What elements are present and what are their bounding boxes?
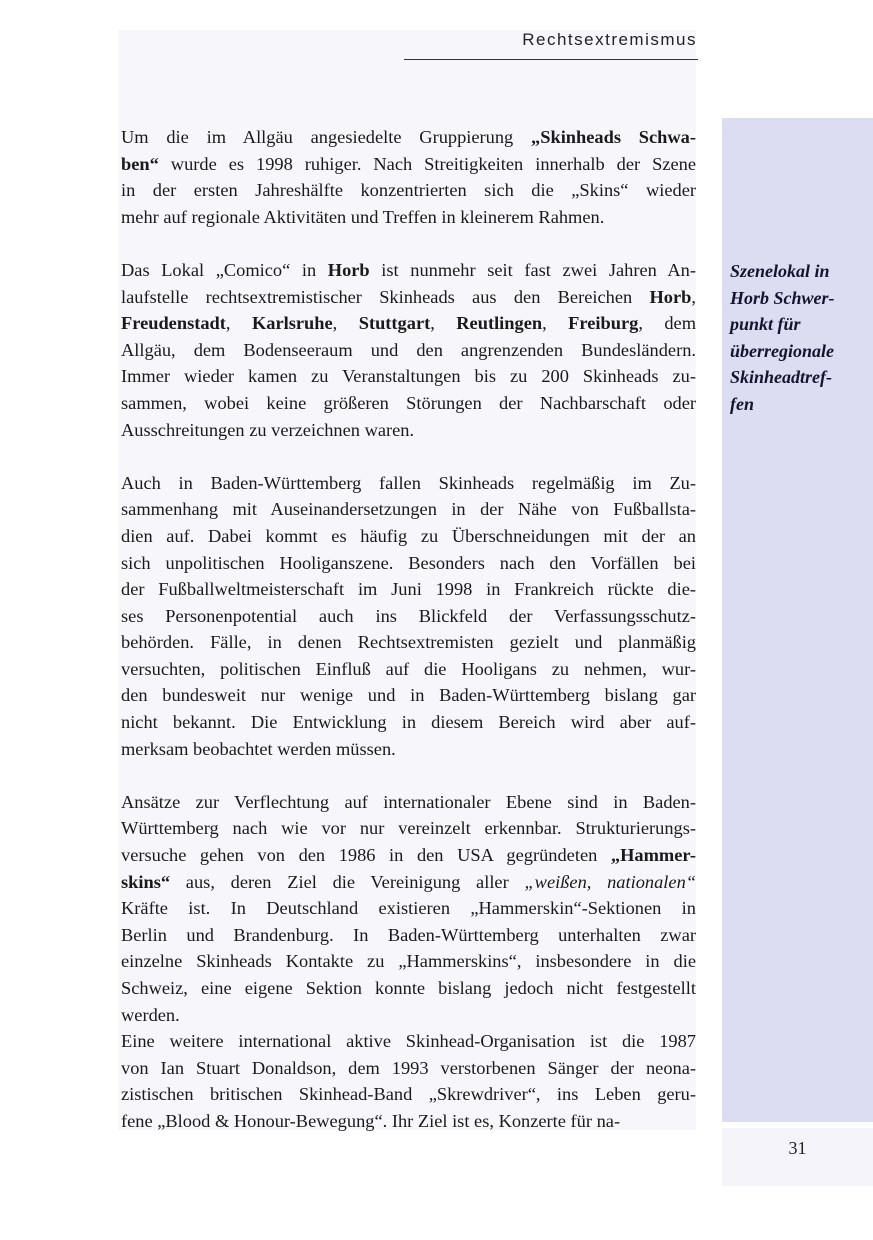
bold-term: Horb — [649, 286, 692, 307]
text-line — [121, 922, 696, 949]
margin-note-line: Horb Schwer- — [730, 287, 835, 308]
text-line — [121, 496, 696, 523]
text-run: Allgäu, dem Bodenseeraum und den angrenzenden Bundesländern. — [121, 339, 696, 360]
text-run: Das Lokal „Comico“ in — [121, 259, 328, 280]
text-run: Ausschreitungen zu verzeichnen waren. — [121, 419, 415, 440]
margin-note-line: punkt für — [730, 314, 801, 335]
text-run: den bundesweit nur wenige und in Baden-Württemberg bislang gar — [121, 685, 696, 706]
text-run: , — [542, 313, 569, 334]
paragraph — [121, 1028, 696, 1134]
text-line — [121, 204, 696, 231]
bold-term: Stuttgart — [358, 313, 431, 334]
text-line — [121, 603, 696, 630]
text-run: von Ian Stuart Donaldson, dem 1993 verstorbenen Sänger der neona- — [121, 1057, 696, 1078]
italic-term: „weißen, nationalen“ — [524, 871, 696, 892]
text-run: , — [430, 313, 457, 334]
paragraph — [121, 124, 696, 230]
running-header-title: Rechtsextremismus — [522, 30, 697, 49]
bold-term: Horb — [327, 259, 370, 280]
margin-note-line: Skinheadtref- — [730, 367, 833, 388]
text-run: , — [691, 286, 696, 307]
text-run: , dem — [638, 313, 697, 334]
text-line — [121, 842, 696, 869]
text-run: versuchten, politischen Einfluß auf die Hooligans zu nehmen, wur- — [121, 658, 696, 679]
text-run: nicht bekannt. Die Entwicklung in diesem Bereich wird aber auf- — [121, 712, 696, 733]
text-line — [121, 709, 696, 736]
text-line — [121, 682, 696, 709]
text-run: Württemberg nach wie vor nur vereinzelt erkennbar. Strukturierungs- — [121, 818, 696, 839]
text-run: Eine weitere international aktive Skinhead-Organisation ist die 1987 — [121, 1031, 696, 1052]
text-line — [121, 895, 696, 922]
text-run: sammenhang mit Auseinandersetzungen in der Nähe von Fußballsta- — [121, 499, 696, 520]
text-line — [121, 1081, 696, 1108]
text-run: merksam beobachtet werden müssen. — [121, 738, 396, 759]
bold-term: Freiburg — [568, 313, 639, 334]
text-run: ses Personenpotential auch ins Blickfeld der Verfassungsschutz- — [121, 605, 696, 626]
text-run: Kräfte ist. In Deutschland existieren „Hammerskin“-Sektionen in — [121, 898, 696, 919]
text-run: in der ersten Jahreshälfte konzentrierten sich die „Skins“ wieder — [121, 180, 696, 201]
text-line — [121, 789, 696, 816]
text-run: , — [225, 313, 252, 334]
text-line — [121, 576, 696, 603]
text-line — [121, 550, 696, 577]
text-line — [121, 337, 696, 364]
paragraph — [121, 789, 696, 1028]
text-line — [121, 1002, 696, 1029]
text-run: fene „Blood & Honour-Bewegung“. Ihr Ziel ist es, Konzerte für na- — [121, 1110, 621, 1131]
text-run: , — [332, 313, 359, 334]
text-run: dien auf. Dabei kommt es häufig zu Überschneidungen mit der an — [121, 525, 696, 546]
bold-term: Freudenstadt — [121, 313, 226, 334]
paragraph — [121, 470, 696, 763]
text-run: laufstelle rechtsextremistischer Skinheads aus den Bereichen — [121, 286, 650, 307]
paragraph — [121, 257, 696, 443]
bold-term: skins“ — [121, 871, 171, 892]
margin-note-line: fen — [730, 393, 754, 414]
text-line — [121, 736, 696, 763]
text-line — [121, 390, 696, 417]
text-run: zistischen britischen Skinhead-Band „Skrewdriver“, ins Leben geru- — [121, 1084, 696, 1105]
bold-term: „Skinheads Schwa- — [531, 127, 697, 147]
text-run: werden. — [121, 1004, 180, 1025]
text-run: der Fußballweltmeisterschaft im Juni 1998 in Frankreich rückte die- — [121, 579, 696, 600]
text-line — [121, 948, 696, 975]
text-run: Auch in Baden-Württemberg fallen Skinheads regelmäßig im Zu- — [121, 472, 696, 493]
text-run: mehr auf regionale Aktivitäten und Treffen in kleinerem Rahmen. — [121, 206, 605, 227]
text-run: sammen, wobei keine größeren Störungen der Nachbarschaft oder — [121, 392, 696, 413]
text-run: Um die im Allgäu angesiedelte Gruppierung — [121, 127, 532, 147]
text-line — [121, 257, 696, 284]
text-run: sich unpolitischen Hooliganszene. Besonders nach den Vorfällen bei — [121, 552, 696, 573]
margin-note-line: überregionale — [730, 340, 835, 361]
bold-term: Reutlingen — [456, 313, 543, 334]
text-line — [121, 815, 696, 842]
text-line — [121, 284, 696, 311]
text-line — [121, 124, 696, 151]
text-line — [121, 523, 696, 550]
text-line — [121, 470, 696, 497]
text-line — [121, 869, 696, 896]
text-run: einzelne Skinheads Kontakte zu „Hammerskins“, insbesondere in die — [121, 951, 696, 972]
text-run: ist nunmehr seit fast zwei Jahren An- — [369, 259, 696, 280]
text-line — [121, 1055, 696, 1082]
body-text — [121, 124, 696, 1135]
text-line — [121, 417, 696, 444]
text-line — [121, 1108, 696, 1135]
text-run: wurde es 1998 ruhiger. Nach Streitigkeiten innerhalb der Szene — [158, 153, 696, 174]
text-line — [121, 151, 696, 178]
text-run: Berlin und Brandenburg. In Baden-Württemberg unterhalten zwar — [121, 924, 696, 945]
bold-term: „Hammer- — [610, 845, 696, 866]
text-line — [121, 975, 696, 1002]
bold-term: ben“ — [121, 153, 159, 174]
bold-term: Karlsruhe — [251, 313, 333, 334]
text-run: aus, deren Ziel die Vereinigung aller — [170, 871, 525, 892]
margin-note — [730, 258, 866, 418]
text-run: Immer wieder kamen zu Veranstaltungen bis zu 200 Skinheads zu- — [121, 366, 696, 387]
text-run: behörden. Fälle, in denen Rechtsextremisten gezielt und planmäßig — [121, 632, 696, 653]
text-run: versuche gehen von den 1986 in den USA gegründeten — [121, 845, 611, 866]
header-rule — [404, 59, 698, 60]
text-line — [121, 177, 696, 204]
text-line — [121, 629, 696, 656]
margin-note-line: Szenelokal in — [730, 261, 830, 281]
text-line — [121, 310, 696, 337]
text-line — [121, 363, 696, 390]
text-line — [121, 1028, 696, 1055]
text-run: Schweiz, eine eigene Sektion konnte bislang jedoch nicht festgestellt — [121, 978, 696, 998]
page-number: 31 — [788, 1138, 807, 1158]
text-run: Ansätze zur Verflechtung auf internationaler Ebene sind in Baden- — [121, 791, 696, 812]
text-line — [121, 656, 696, 683]
